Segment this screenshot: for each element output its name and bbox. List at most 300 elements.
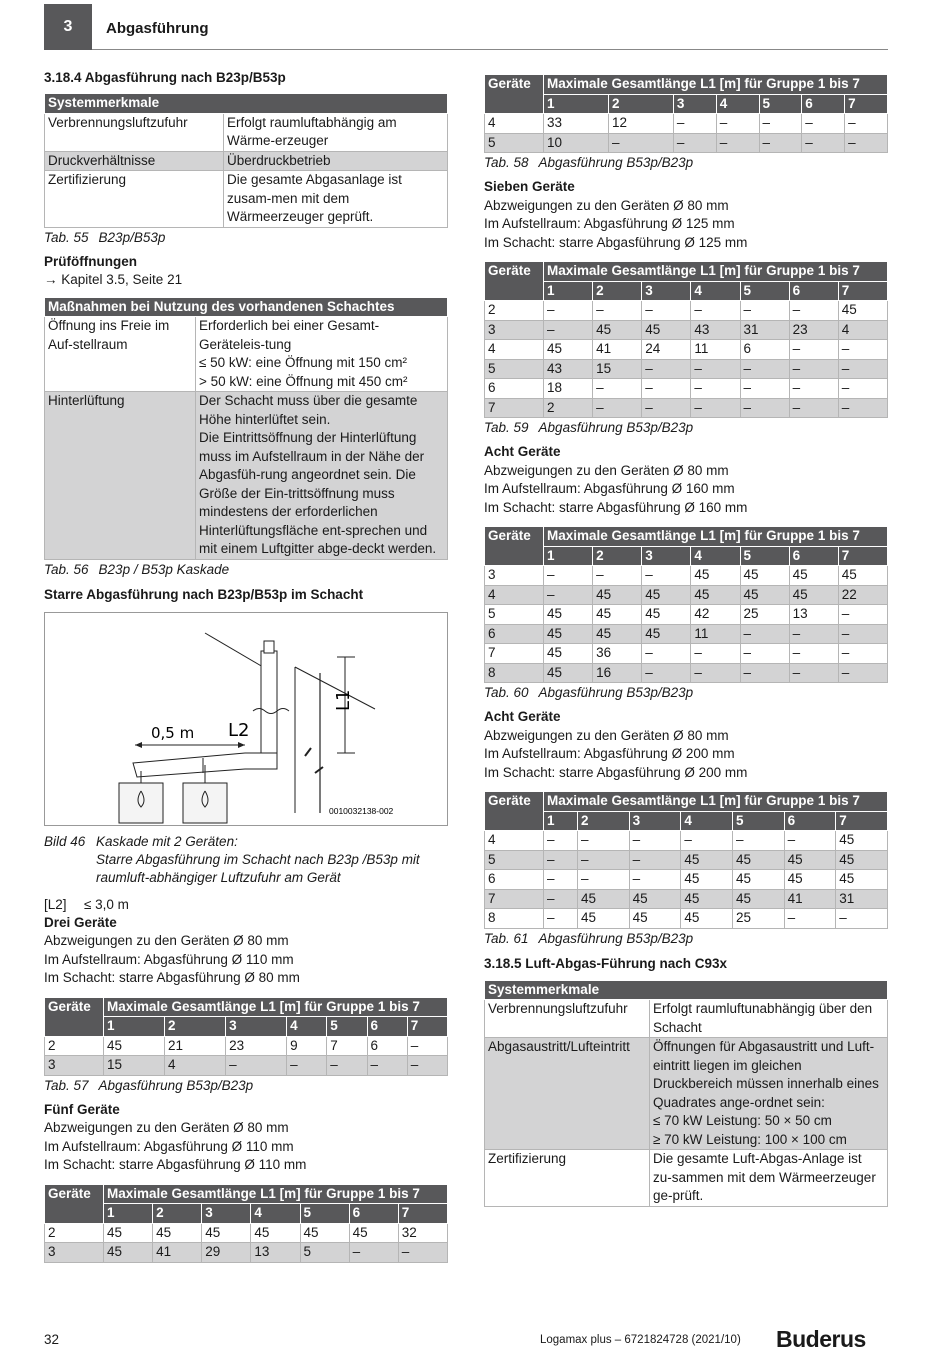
table-cell: 45 <box>681 889 733 909</box>
table-cell: 1 <box>544 94 609 114</box>
acht-title: Acht Geräte <box>484 444 561 459</box>
table-cell: 21 <box>165 1036 226 1056</box>
table-cell: – <box>836 909 888 929</box>
table-cell: 5 <box>485 359 544 379</box>
document-id: Logamax plus – 6721824728 (2021/10) <box>540 1334 741 1346</box>
table-cell: 3 <box>485 566 544 586</box>
table-cell: – <box>716 133 759 153</box>
chapter-number: 3 <box>44 4 92 50</box>
table-cell: – <box>716 114 759 134</box>
table-cell: – <box>544 870 578 890</box>
text-line: Im Schacht: starre Abgasführung Ø 200 mm <box>484 764 748 780</box>
table-cell: Hinterlüftung <box>45 392 196 560</box>
table-cell: 6 <box>367 1036 407 1056</box>
section-3-18-4-title: 3.18.4 Abgasführung nach B23p/B53p <box>44 70 286 85</box>
table-cell: Überdruckbetrieb <box>224 151 448 171</box>
table-c93x <box>484 980 888 1207</box>
table-cell: 45 <box>789 585 838 605</box>
table-cell: 4 <box>485 114 544 134</box>
table-cell: 45 <box>593 320 642 340</box>
pruefoeffnungen-title: Prüföffnungen <box>44 253 137 269</box>
table-cell: 45 <box>740 566 789 586</box>
table-cell: 45 <box>732 850 784 870</box>
table-cell: 43 <box>544 359 593 379</box>
table-cell: Der Schacht muss über die gesamte Höhe hinterlüftet sein. Die Eintrittsöffnung der Hinterlüftung muss im Aufstellraum in der Nähe der Abgasfüh-rung angeordnet sein. Die Größe der Ein-trittsöffnung muss mindestens der erforderlichen Hinterlüftungsfläche ent-sprechen und mit einem Luftgitter abge-deckt werden. <box>196 392 448 560</box>
cascade-diagram <box>45 613 447 825</box>
table-cell: 4 <box>691 281 740 301</box>
text-line: Im Aufstellraum: Abgasführung Ø 125 mm <box>484 216 735 231</box>
text-line: Im Schacht: starre Abgasführung Ø 125 mm <box>484 234 748 250</box>
table-cell: 5 <box>485 605 544 625</box>
table-cell: 5 <box>485 133 544 153</box>
table-cell: – <box>544 301 593 321</box>
table-61 <box>484 791 888 929</box>
table-cell: Die gesamte Abgasanlage ist zusam-men mit dem Wärmeerzeuger geprüft. <box>224 171 448 228</box>
table-cell: 5 <box>327 1017 367 1037</box>
table-cell: 45 <box>732 889 784 909</box>
table-cell: 6 <box>802 94 845 114</box>
table-cell: 3 <box>629 811 681 831</box>
table-cell: 4 <box>287 1017 327 1037</box>
table-cell: 3 <box>642 546 691 566</box>
table-cell: – <box>838 624 887 644</box>
chapter-link[interactable]: → Kapitel 3.5, Seite 21 <box>44 272 183 287</box>
figure-46 <box>44 612 448 826</box>
table-cell: – <box>845 114 888 134</box>
text-line: Im Aufstellraum: Abgasführung Ø 200 mm <box>484 746 735 761</box>
table-cell: 45 <box>740 585 789 605</box>
text-line: Im Schacht: starre Abgasführung Ø 160 mm <box>484 499 748 515</box>
table-cell: – <box>629 870 681 890</box>
table-cell: – <box>732 831 784 851</box>
table-cell: 5 <box>740 281 789 301</box>
table-cell: – <box>642 644 691 664</box>
table-cell: 4 <box>838 320 887 340</box>
table-cell: 45 <box>681 870 733 890</box>
table-cell: 45 <box>251 1223 300 1243</box>
text-line: Abzweigungen zu den Geräten Ø 80 mm <box>44 1120 289 1135</box>
table-cell: – <box>838 644 887 664</box>
table-57 <box>44 997 448 1076</box>
table-cell: – <box>578 831 630 851</box>
table-cell: 45 <box>593 605 642 625</box>
table-cell: Geräte <box>485 75 544 114</box>
table-cell: 3 <box>673 94 716 114</box>
table-cell: – <box>802 114 845 134</box>
table-60-caption: Tab. 60 Abgasführung B53p/B23p <box>484 685 694 700</box>
table-cell: 22 <box>838 585 887 605</box>
table-cell: – <box>691 663 740 683</box>
table-cell: – <box>629 831 681 851</box>
table-cell: 6 <box>349 1204 398 1224</box>
table-cell: 4 <box>681 811 733 831</box>
table-cell: Maximale Gesamtlänge L1 [m] für Gruppe 1 bis 7 <box>544 527 888 547</box>
table-cell: 5 <box>732 811 784 831</box>
table-cell: – <box>578 850 630 870</box>
table-cell: 2 <box>485 301 544 321</box>
table-cell: – <box>608 133 673 153</box>
table-cell: – <box>593 301 642 321</box>
table-cell: 6 <box>485 870 544 890</box>
table-cell: 11 <box>691 340 740 360</box>
table-cell: – <box>691 379 740 399</box>
table-cell: – <box>593 398 642 418</box>
table-cell: – <box>740 301 789 321</box>
table-cell: – <box>407 1036 447 1056</box>
table-cell: 2 <box>544 398 593 418</box>
buderus-logo: Buderus <box>776 1326 866 1352</box>
table-cell: Maximale Gesamtlänge L1 [m] für Gruppe 1 bis 7 <box>104 997 448 1017</box>
table-fuenf <box>44 1184 448 1263</box>
table-cell: – <box>642 379 691 399</box>
table-cell: 45 <box>681 850 733 870</box>
table-cell: 45 <box>784 870 836 890</box>
table-cell: – <box>789 398 838 418</box>
acht-title: Acht Geräte <box>484 709 561 724</box>
table-cell: – <box>642 566 691 586</box>
table-cell: – <box>740 398 789 418</box>
table-cell: 6 <box>789 546 838 566</box>
chapter-title: Abgasführung <box>106 20 209 37</box>
table-59 <box>484 261 888 418</box>
right-column <box>484 74 888 1207</box>
table-cell: – <box>740 379 789 399</box>
table-cell: 1 <box>544 546 593 566</box>
table-61-caption: Tab. 61 Abgasführung B53p/B23p <box>484 930 694 946</box>
table-cell: 45 <box>544 340 593 360</box>
table-55 <box>44 93 448 228</box>
table-cell: 4 <box>165 1056 226 1076</box>
table-cell: – <box>642 663 691 683</box>
table-cell: – <box>673 133 716 153</box>
table-cell: 6 <box>485 624 544 644</box>
table-cell: 5 <box>759 94 802 114</box>
table-cell: – <box>838 663 887 683</box>
text-line: Im Aufstellraum: Abgasführung Ø 110 mm <box>44 951 294 967</box>
table-cell: – <box>629 850 681 870</box>
table-cell: 2 <box>45 1036 104 1056</box>
table-cell: 2 <box>578 811 630 831</box>
table-cell: – <box>838 379 887 399</box>
table-cell: 24 <box>642 340 691 360</box>
table-cell: 32 <box>398 1223 447 1243</box>
table-cell: 45 <box>642 320 691 340</box>
table-cell: 45 <box>836 850 888 870</box>
table-cell: 45 <box>104 1223 153 1243</box>
table-cell: – <box>544 585 593 605</box>
table-cell: 13 <box>251 1243 300 1263</box>
table-cell: Maximale Gesamtlänge L1 [m] für Gruppe 1 bis 7 <box>544 792 888 812</box>
table-cell: 45 <box>789 566 838 586</box>
table-cell: – <box>691 398 740 418</box>
table-cell: 4 <box>716 94 759 114</box>
table-cell: 6 <box>784 811 836 831</box>
table-cell: – <box>789 644 838 664</box>
text-line: Im Schacht: starre Abgasführung Ø 80 mm <box>44 970 300 985</box>
table-cell: – <box>845 133 888 153</box>
table-56-caption: Tab. 56 B23p / B53p Kaskade <box>44 561 230 577</box>
table-cell: 45 <box>300 1223 349 1243</box>
table-cell: 7 <box>485 889 544 909</box>
table-header: Systemmerkmale <box>485 980 888 1000</box>
table-cell: Verbrennungsluftzufuhr <box>485 1000 650 1038</box>
table-cell: – <box>789 301 838 321</box>
table-cell: 45 <box>629 889 681 909</box>
drei-title: Drei Geräte <box>44 914 117 930</box>
table-cell: Abgasaustritt/Lufteintritt <box>485 1038 650 1150</box>
dimension-0-5m: 0,5 m <box>151 723 195 742</box>
table-cell: – <box>784 831 836 851</box>
text-line: Im Aufstellraum: Abgasführung Ø 160 mm <box>484 481 735 496</box>
table-cell: 2 <box>593 281 642 301</box>
text-line: Im Schacht: starre Abgasführung Ø 110 mm <box>44 1157 307 1172</box>
section-3-18-5-title: 3.18.5 Luft-Abgas-Führung nach C93x <box>484 955 728 971</box>
table-cell: 7 <box>327 1036 367 1056</box>
table-cell: 45 <box>838 566 887 586</box>
table-cell: 42 <box>691 605 740 625</box>
table-cell: 45 <box>104 1243 153 1263</box>
table-cell: – <box>578 870 630 890</box>
table-cell: 7 <box>485 644 544 664</box>
table-cell: 12 <box>608 114 673 134</box>
table-cell: 7 <box>838 546 887 566</box>
table-cell: – <box>642 301 691 321</box>
label-l2: L2 <box>228 719 250 741</box>
label-l1: L1 <box>333 689 354 711</box>
table-cell: – <box>838 340 887 360</box>
text-line: Abzweigungen zu den Geräten Ø 80 mm <box>44 933 289 948</box>
table-cell: Erfolgt raumluftabhängig am Wärme-erzeuger <box>224 113 448 151</box>
table-cell: 45 <box>593 624 642 644</box>
table-cell: Erfolgt raumluftunabhängig über den Schacht <box>650 1000 888 1038</box>
table-cell: – <box>802 133 845 153</box>
figure-code: 0010032138-002 <box>329 805 394 816</box>
table-cell: – <box>544 909 578 929</box>
table-cell: 3 <box>45 1243 104 1263</box>
table-cell: Geräte <box>485 792 544 831</box>
table-cell: 45 <box>544 663 593 683</box>
table-header: Systemmerkmale <box>45 94 448 114</box>
table-cell: – <box>349 1243 398 1263</box>
table-cell: 2 <box>608 94 673 114</box>
table-cell: 45 <box>836 831 888 851</box>
table-cell: – <box>544 831 578 851</box>
table-cell: 33 <box>544 114 609 134</box>
table-cell: 7 <box>838 281 887 301</box>
table-cell: 45 <box>153 1223 202 1243</box>
table-cell: – <box>544 566 593 586</box>
table-cell: 11 <box>691 624 740 644</box>
table-cell: – <box>789 663 838 683</box>
table-cell: – <box>642 359 691 379</box>
table-cell: 45 <box>578 889 630 909</box>
text-line: Im Aufstellraum: Abgasführung Ø 110 mm <box>44 1138 294 1154</box>
table-cell: 5 <box>740 546 789 566</box>
table-cell: 6 <box>485 379 544 399</box>
table-cell: – <box>673 114 716 134</box>
table-57-caption: Tab. 57 Abgasführung B53p/B23p <box>44 1077 254 1093</box>
text-line: Abzweigungen zu den Geräten Ø 80 mm <box>484 462 729 478</box>
table-cell: 16 <box>593 663 642 683</box>
table-cell: 1 <box>104 1204 153 1224</box>
table-cell: 45 <box>838 301 887 321</box>
table-cell: – <box>838 398 887 418</box>
table-cell: 3 <box>642 281 691 301</box>
table-cell: 3 <box>226 1017 287 1037</box>
table-cell: 4 <box>485 831 544 851</box>
table-cell: 5 <box>485 850 544 870</box>
table-cell: – <box>789 624 838 644</box>
table-cell: 4 <box>485 585 544 605</box>
table-cell: 45 <box>642 585 691 605</box>
table-cell: 4 <box>691 546 740 566</box>
table-cell: 45 <box>544 624 593 644</box>
table-cell: 15 <box>104 1056 165 1076</box>
table-55-caption: Tab. 55 B23p/B53p <box>44 229 166 245</box>
fuenf-title: Fünf Geräte <box>44 1101 120 1117</box>
table-cell: 1 <box>544 281 593 301</box>
table-cell: 29 <box>202 1243 251 1263</box>
table-header: Maßnahmen bei Nutzung des vorhandenen Schachtes <box>45 297 448 317</box>
table-cell: 45 <box>732 870 784 890</box>
table-cell: 23 <box>226 1036 287 1056</box>
table-cell: Verbrennungsluftzufuhr <box>45 113 224 151</box>
table-cell: 7 <box>398 1204 447 1224</box>
table-58-caption: Tab. 58 Abgasführung B53p/B23p <box>484 155 694 170</box>
table-cell: 25 <box>732 909 784 929</box>
table-cell: 25 <box>740 605 789 625</box>
table-cell: 13 <box>789 605 838 625</box>
table-cell: – <box>544 320 593 340</box>
table-cell: – <box>691 644 740 664</box>
table-60 <box>484 526 888 683</box>
table-cell: 3 <box>45 1056 104 1076</box>
table-cell: 45 <box>642 624 691 644</box>
table-cell: 45 <box>836 870 888 890</box>
table-cell: 3 <box>485 320 544 340</box>
table-cell: 31 <box>740 320 789 340</box>
table-cell: – <box>789 379 838 399</box>
table-cell: 4 <box>251 1204 300 1224</box>
figure-46-caption: Bild 46 Kaskade mit 2 Geräten: Starre Abgasführung im Schacht nach B23p /B53p mit raumluft-abhängiger Luftzufuhr am Gerät <box>44 833 420 885</box>
table-cell: 23 <box>789 320 838 340</box>
text-line: Abzweigungen zu den Geräten Ø 80 mm <box>484 197 729 213</box>
table-cell: Die gesamte Luft-Abgas-Anlage ist zu-sammen mit dem Wärmeerzeuger ge-prüft. <box>650 1150 888 1207</box>
table-cell: 7 <box>407 1017 447 1037</box>
table-cell: – <box>593 379 642 399</box>
table-cell: – <box>681 831 733 851</box>
table-cell: – <box>789 340 838 360</box>
table-cell: Geräte <box>45 1184 104 1223</box>
table-cell: – <box>740 644 789 664</box>
table-cell: – <box>544 889 578 909</box>
table-cell: Geräte <box>45 997 104 1036</box>
table-cell: – <box>740 359 789 379</box>
page-number: 32 <box>44 1332 60 1347</box>
table-cell: 45 <box>202 1223 251 1243</box>
table-cell: – <box>226 1056 287 1076</box>
text-line: Abzweigungen zu den Geräten Ø 80 mm <box>484 727 729 743</box>
table-cell: Maximale Gesamtlänge L1 [m] für Gruppe 1 bis 7 <box>544 262 888 282</box>
table-cell: – <box>593 566 642 586</box>
table-cell: – <box>838 359 887 379</box>
table-cell: 45 <box>544 644 593 664</box>
table-cell: 5 <box>300 1243 349 1263</box>
table-cell: 45 <box>349 1223 398 1243</box>
table-cell: 18 <box>544 379 593 399</box>
table-cell: 8 <box>485 909 544 929</box>
table-cell: 45 <box>593 585 642 605</box>
table-cell: 41 <box>784 889 836 909</box>
table-cell: 9 <box>287 1036 327 1056</box>
left-column <box>44 70 448 1263</box>
table-cell: 45 <box>104 1036 165 1056</box>
table-cell: – <box>287 1056 327 1076</box>
table-cell: Zertifizierung <box>485 1150 650 1207</box>
table-cell: – <box>784 909 836 929</box>
table-cell: 15 <box>593 359 642 379</box>
table-cell: 45 <box>691 566 740 586</box>
table-cell: Geräte <box>485 527 544 566</box>
table-cell: – <box>642 398 691 418</box>
table-cell: – <box>759 133 802 153</box>
table-cell: 36 <box>593 644 642 664</box>
table-cell: – <box>407 1056 447 1076</box>
table-cell: 45 <box>681 909 733 929</box>
table-cell: 8 <box>485 663 544 683</box>
table-cell: 45 <box>578 909 630 929</box>
table-cell: 1 <box>104 1017 165 1037</box>
table-cell: Erforderlich bei einer Gesamt-Geräteleis-tung ≤ 50 kW: eine Öffnung mit 150 cm² > 50 kW: eine Öffnung mit 450 cm² <box>196 317 448 392</box>
table-56 <box>44 297 448 560</box>
table-58 <box>484 74 888 153</box>
sieben-title: Sieben Geräte <box>484 179 575 194</box>
table-cell: – <box>327 1056 367 1076</box>
table-cell: Öffnung ins Freie im Auf-stellraum <box>45 317 196 392</box>
table-cell: – <box>691 301 740 321</box>
table-cell: – <box>544 850 578 870</box>
table-cell: 45 <box>544 605 593 625</box>
table-cell: 6 <box>740 340 789 360</box>
table-cell: 2 <box>153 1204 202 1224</box>
table-cell: 45 <box>629 909 681 929</box>
table-cell: Druckverhältnisse <box>45 151 224 171</box>
table-cell: 45 <box>642 605 691 625</box>
header-rule <box>92 49 888 50</box>
table-cell: 43 <box>691 320 740 340</box>
table-cell: – <box>398 1243 447 1263</box>
table-cell: 45 <box>784 850 836 870</box>
table-cell: 45 <box>691 585 740 605</box>
table-cell: 1 <box>544 811 578 831</box>
table-cell: 7 <box>485 398 544 418</box>
table-cell: 2 <box>593 546 642 566</box>
table-cell: 10 <box>544 133 609 153</box>
l2-note: [L2] ≤ 3,0 m <box>44 896 129 912</box>
table-cell: 4 <box>485 340 544 360</box>
table-cell: 31 <box>836 889 888 909</box>
table-cell: 41 <box>593 340 642 360</box>
table-cell: – <box>740 663 789 683</box>
table-cell: Öffnungen für Abgasaustritt und Luft-eintritt liegen im gleichen Druckbereich müssen innerhalb eines Quadrates ange-ordnet sein: ≤ 70 kW Leistung: 50 × 50 cm ≥ 70 kW Leistung: 100 × 100 cm <box>650 1038 888 1150</box>
table-cell: – <box>789 359 838 379</box>
table-cell: 7 <box>845 94 888 114</box>
table-cell: – <box>367 1056 407 1076</box>
table-cell: 3 <box>202 1204 251 1224</box>
table-cell: 7 <box>836 811 888 831</box>
table-59-caption: Tab. 59 Abgasführung B53p/B23p <box>484 420 694 435</box>
table-cell: – <box>740 624 789 644</box>
